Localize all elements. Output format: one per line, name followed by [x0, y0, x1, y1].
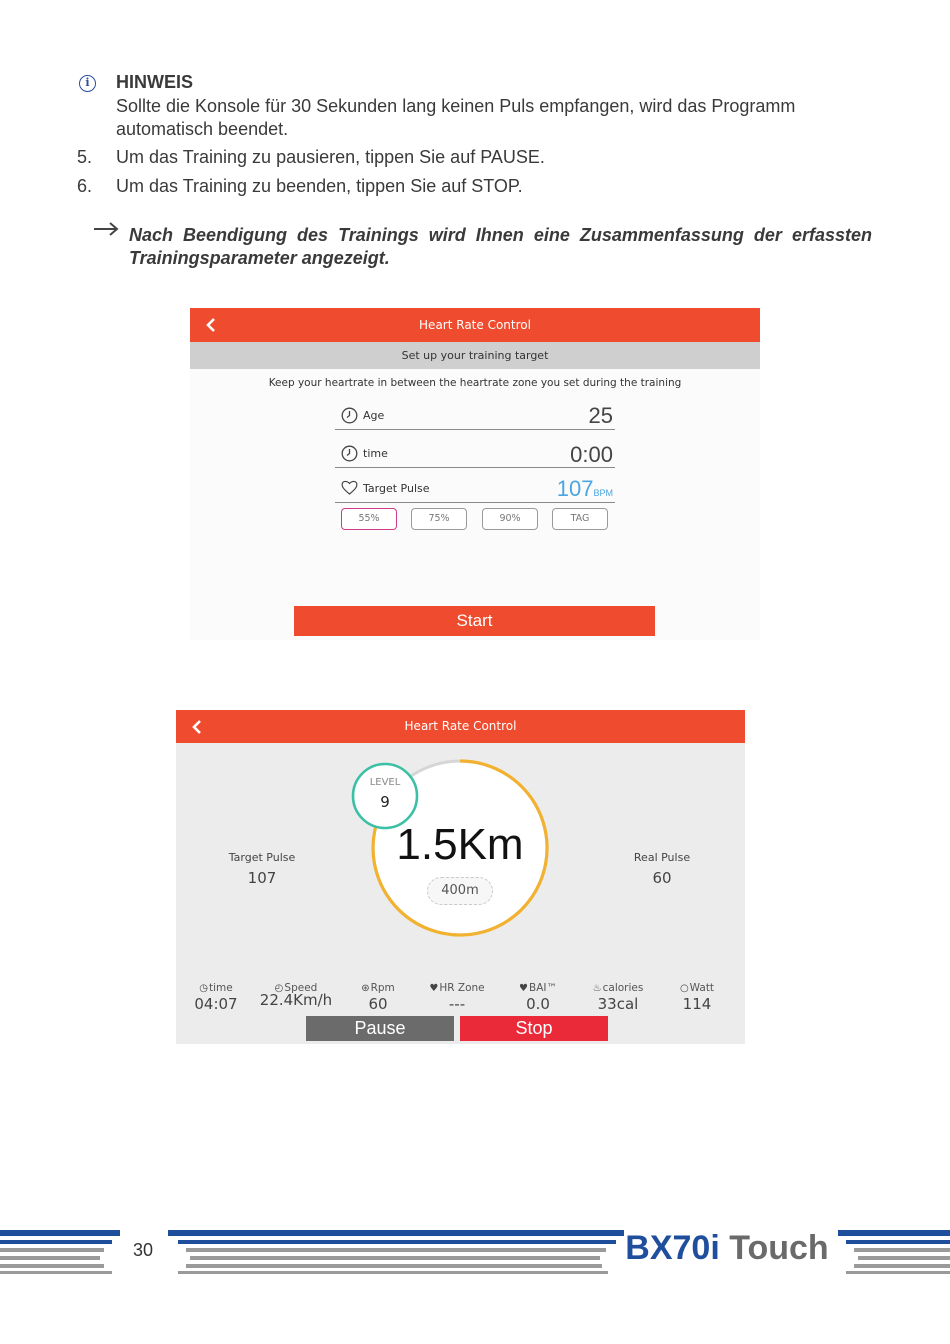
pause-button[interactable]: Pause — [306, 1016, 454, 1041]
running-screen — [176, 710, 745, 1044]
info-icon: i — [79, 75, 96, 92]
clock-icon — [341, 445, 358, 462]
age-value: 25 — [588, 403, 613, 428]
brand-model: BX70i — [625, 1229, 720, 1267]
setup-screen — [190, 308, 760, 640]
start-button[interactable]: Start — [294, 606, 655, 636]
stat-value: 60 — [368, 995, 388, 1013]
stat-label: Speed — [284, 982, 318, 994]
instruction-text: Keep your heartrate in between the heartrate zone you set during the training — [268, 377, 682, 389]
back-chevron-icon[interactable] — [204, 317, 218, 333]
speed-icon: ◴ — [274, 983, 284, 994]
arrow-right-icon — [93, 219, 120, 239]
heart-icon — [341, 479, 358, 496]
notice-body: Sollte die Konsole für 30 Sekunden lang keinen Puls empfangen, wird das Programm automatisch beendet. — [116, 96, 796, 139]
level-label: LEVEL — [369, 777, 401, 788]
stat-value: 22.4Km/h — [259, 991, 333, 1009]
time-field[interactable] — [335, 436, 615, 468]
stat-rpm — [338, 982, 418, 1013]
bai-icon: ♥ — [519, 983, 528, 994]
stat-label: calories — [602, 982, 644, 994]
target-pulse-field[interactable] — [335, 471, 615, 503]
stat-value: --- — [448, 995, 466, 1013]
real-pulse-value: 60 — [652, 869, 672, 887]
brand-suffix: Touch — [729, 1229, 829, 1267]
step-number: 6. — [77, 176, 93, 196]
target-pulse-label: Target Pulse — [363, 482, 430, 495]
stat-label: Watt — [689, 982, 715, 994]
preset-55-button[interactable]: 55% — [341, 508, 397, 530]
clock-icon: ◷ — [199, 983, 208, 994]
stat-value: 33cal — [597, 995, 639, 1013]
pulse-number: 107 — [556, 476, 594, 501]
stat-time — [176, 982, 256, 1013]
notice-title: HINWEIS — [116, 72, 194, 92]
header-title: Heart Rate Control — [404, 719, 517, 733]
clock-icon — [341, 407, 358, 424]
target-pulse-label: Target Pulse — [228, 851, 296, 864]
stat-value: 114 — [682, 995, 712, 1013]
stat-calories — [578, 982, 658, 1013]
age-label: Age — [363, 409, 385, 422]
time-label: time — [363, 447, 388, 460]
preset-tag-button[interactable]: TAG — [552, 508, 608, 530]
app-header — [190, 308, 760, 342]
step-number: 5. — [77, 147, 93, 167]
header-title: Heart Rate Control — [419, 318, 531, 332]
real-pulse-label: Real Pulse — [633, 851, 691, 864]
age-field[interactable] — [335, 398, 615, 430]
flame-icon: ♨ — [592, 983, 602, 994]
subheader: Set up your training target — [190, 342, 760, 369]
pulse-unit: BPM — [593, 488, 613, 498]
level-value: 9 — [380, 793, 390, 811]
step-text: Um das Training zu pausieren, tippen Sie auf PAUSE. — [116, 147, 545, 167]
time-value: 0:00 — [570, 442, 613, 467]
stat-value: 04:07 — [194, 995, 238, 1013]
rpm-icon: ⊛ — [361, 983, 370, 994]
preset-75-button[interactable]: 75% — [411, 508, 467, 530]
stripes-middle — [168, 1230, 624, 1274]
bulb-icon: ○ — [679, 983, 689, 994]
stat-label: Rpm — [370, 982, 395, 994]
stat-hr-zone — [417, 982, 497, 1013]
preset-90-button[interactable]: 90% — [482, 508, 538, 530]
brand-title — [612, 1229, 842, 1268]
lap-distance: 400m — [427, 877, 493, 905]
distance-value: 1.5Km — [396, 820, 524, 869]
stat-bai — [498, 982, 578, 1013]
result-note: Nach Beendigung des Trainings wird Ihnen eine Zusammenfassung der erfassten Trainingsparameter angezeigt. — [129, 225, 872, 268]
stat-label: HR Zone — [439, 982, 485, 994]
stat-watt — [657, 982, 737, 1013]
stat-value: 0.0 — [526, 995, 550, 1013]
stat-label: time — [209, 982, 233, 994]
heartbeat-icon: ♥ — [429, 983, 439, 994]
step-text: Um das Training zu beenden, tippen Sie auf STOP. — [116, 176, 523, 196]
target-pulse-value: 107 — [247, 869, 277, 887]
stripes-right — [838, 1230, 950, 1274]
page-number: 30 — [132, 1240, 154, 1260]
stat-speed — [256, 982, 336, 1009]
target-pulse-value — [557, 476, 613, 502]
stripes-left — [0, 1230, 120, 1274]
stat-label: BAI™ — [528, 982, 557, 994]
stop-button[interactable]: Stop — [460, 1016, 608, 1041]
